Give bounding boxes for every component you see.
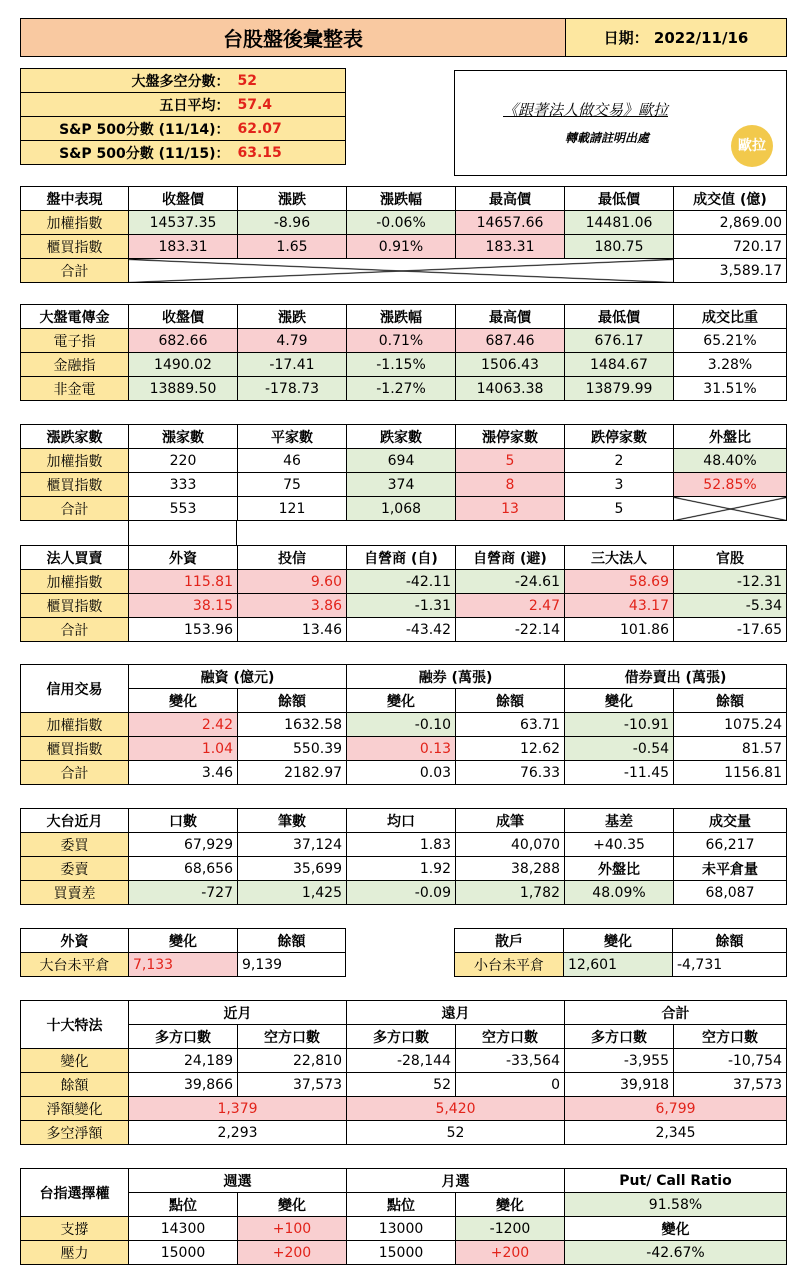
title-bar bbox=[20, 18, 787, 57]
group-header: 遠月 bbox=[347, 1001, 565, 1025]
header-cell: 大盤電傳金 bbox=[21, 305, 129, 329]
cell: 333 bbox=[129, 473, 238, 497]
cell: +200 bbox=[238, 1241, 347, 1265]
cell: 65.21% bbox=[674, 329, 787, 353]
sentiment-label: 大盤多空分數： bbox=[21, 69, 234, 93]
cell: 5 bbox=[565, 497, 674, 521]
cell: 1,068 bbox=[347, 497, 456, 521]
cell: 68,656 bbox=[129, 857, 238, 881]
author-title[interactable]: 《跟著法人做交易》歐拉 bbox=[503, 101, 669, 119]
sector-table bbox=[20, 304, 787, 401]
row-label: 淨額變化 bbox=[21, 1097, 129, 1121]
table-row bbox=[21, 737, 787, 761]
row-label: 加權指數 bbox=[21, 713, 129, 737]
cell: 5 bbox=[456, 449, 565, 473]
cell: 1490.02 bbox=[129, 353, 238, 377]
margin-table bbox=[20, 664, 787, 785]
table-label: 台指選擇權 bbox=[21, 1169, 129, 1217]
cell: -10.91 bbox=[565, 713, 674, 737]
cell: -1.31 bbox=[347, 594, 456, 618]
cell: 15000 bbox=[129, 1241, 238, 1265]
header-cell: 漲跌 bbox=[238, 305, 347, 329]
cell: -0.54 bbox=[565, 737, 674, 761]
cell: 66,217 bbox=[674, 833, 787, 857]
intraday-table bbox=[20, 186, 787, 283]
cell: 0.91% bbox=[347, 235, 456, 259]
cell: 1.92 bbox=[347, 857, 456, 881]
row-label: 餘額 bbox=[21, 1073, 129, 1097]
row-label: 合計 bbox=[21, 259, 129, 283]
row-label: 壓力 bbox=[21, 1241, 129, 1265]
futures-table bbox=[20, 808, 787, 905]
header-cell: 餘額 bbox=[673, 929, 787, 953]
cell: 1484.67 bbox=[565, 353, 674, 377]
sub-header: 空方口數 bbox=[238, 1025, 347, 1049]
cell: 37,573 bbox=[674, 1073, 787, 1097]
cell: 0 bbox=[456, 1073, 565, 1097]
row-label: 金融指 bbox=[21, 353, 129, 377]
cell: 183.31 bbox=[456, 235, 565, 259]
sentiment-value: 63.15 bbox=[234, 141, 346, 165]
table-label: 信用交易 bbox=[21, 665, 129, 713]
row-label: 合計 bbox=[21, 761, 129, 785]
row-label: 加權指數 bbox=[21, 570, 129, 594]
header-cell: 餘額 bbox=[238, 929, 346, 953]
sub-header: 變化 bbox=[565, 689, 674, 713]
cell: 13000 bbox=[347, 1217, 456, 1241]
header-cell: 自營商 (自) bbox=[347, 546, 456, 570]
sub-header: 點位 bbox=[347, 1193, 456, 1217]
cell: 2.42 bbox=[129, 713, 238, 737]
cell: -22.14 bbox=[456, 618, 565, 642]
cell: -28,144 bbox=[347, 1049, 456, 1073]
cell: 9.60 bbox=[238, 570, 347, 594]
cell: 38.15 bbox=[129, 594, 238, 618]
cell: -8.96 bbox=[238, 211, 347, 235]
header-cell: 外資 bbox=[21, 929, 129, 953]
cell: -1.15% bbox=[347, 353, 456, 377]
table-row bbox=[21, 353, 787, 377]
sub-header: 餘額 bbox=[674, 689, 787, 713]
sub-header: 變化 bbox=[129, 689, 238, 713]
cell: 67,929 bbox=[129, 833, 238, 857]
cell: 37,124 bbox=[238, 833, 347, 857]
foreign-oi-table bbox=[20, 928, 346, 977]
cell: 4.79 bbox=[238, 329, 347, 353]
cell: 外盤比 bbox=[565, 857, 674, 881]
cell: 1.83 bbox=[347, 833, 456, 857]
sub-header: 變化 bbox=[347, 689, 456, 713]
cell: 1,425 bbox=[238, 881, 347, 905]
cell: 0.71% bbox=[347, 329, 456, 353]
cell: 48.09% bbox=[565, 881, 674, 905]
cell: 13 bbox=[456, 497, 565, 521]
sub-header: 點位 bbox=[129, 1193, 238, 1217]
cell: 1,379 bbox=[129, 1097, 347, 1121]
cell: -178.73 bbox=[238, 377, 347, 401]
table-row bbox=[21, 618, 787, 642]
sub-header: 餘額 bbox=[238, 689, 347, 713]
group-header: 合計 bbox=[565, 1001, 787, 1025]
cell: 153.96 bbox=[129, 618, 238, 642]
cell: -42.11 bbox=[347, 570, 456, 594]
cell: 720.17 bbox=[674, 235, 787, 259]
cell: 101.86 bbox=[565, 618, 674, 642]
cell: +100 bbox=[238, 1217, 347, 1241]
table-label: 十大特法 bbox=[21, 1001, 129, 1049]
cell: 12.62 bbox=[456, 737, 565, 761]
cell: 14063.38 bbox=[456, 377, 565, 401]
cell: 220 bbox=[129, 449, 238, 473]
cell: 0.13 bbox=[347, 737, 456, 761]
group-header: 近月 bbox=[129, 1001, 347, 1025]
header-cell: 最低價 bbox=[565, 305, 674, 329]
table-row bbox=[21, 377, 787, 401]
cell: 7,133 bbox=[129, 953, 238, 977]
row-label: 多空淨額 bbox=[21, 1121, 129, 1145]
table-row bbox=[21, 449, 787, 473]
cell: 676.17 bbox=[565, 329, 674, 353]
cell: 75 bbox=[238, 473, 347, 497]
author-box bbox=[454, 70, 787, 176]
cell: 0.03 bbox=[347, 761, 456, 785]
header-cell: 法人買賣 bbox=[21, 546, 129, 570]
cell: 38,288 bbox=[456, 857, 565, 881]
cell: 3,589.17 bbox=[674, 259, 787, 283]
cell: 553 bbox=[129, 497, 238, 521]
cell: 6,799 bbox=[565, 1097, 787, 1121]
page-title: 台股盤後彙整表 bbox=[21, 19, 566, 57]
table-row bbox=[21, 857, 787, 881]
header-cell: 外盤比 bbox=[674, 425, 787, 449]
cell: 1506.43 bbox=[456, 353, 565, 377]
cell: -33,564 bbox=[456, 1049, 565, 1073]
table-row bbox=[21, 570, 787, 594]
cell: 13879.99 bbox=[565, 377, 674, 401]
cell: -12.31 bbox=[674, 570, 787, 594]
cell: -0.10 bbox=[347, 713, 456, 737]
header-cell: 收盤價 bbox=[129, 305, 238, 329]
cell: 8 bbox=[456, 473, 565, 497]
row-label: 櫃買指數 bbox=[21, 594, 129, 618]
group-header: 月選 bbox=[347, 1169, 565, 1193]
cell: 14481.06 bbox=[565, 211, 674, 235]
header-cell: 散戶 bbox=[455, 929, 564, 953]
cell: 180.75 bbox=[565, 235, 674, 259]
cell: 15000 bbox=[347, 1241, 456, 1265]
cell: 2,869.00 bbox=[674, 211, 787, 235]
sentiment-value: 62.07 bbox=[234, 117, 346, 141]
header-cell: 漲跌家數 bbox=[21, 425, 129, 449]
cross-cell bbox=[129, 259, 674, 283]
cell: 22,810 bbox=[238, 1049, 347, 1073]
header-cell: 均口 bbox=[347, 809, 456, 833]
row-label: 大台未平倉 bbox=[21, 953, 129, 977]
header-cell: 最高價 bbox=[456, 187, 565, 211]
table-row bbox=[21, 833, 787, 857]
table-row bbox=[21, 594, 787, 618]
cell: 687.46 bbox=[456, 329, 565, 353]
cell: -5.34 bbox=[674, 594, 787, 618]
table-row bbox=[21, 713, 787, 737]
table-row bbox=[21, 1241, 787, 1265]
cell: 37,573 bbox=[238, 1073, 347, 1097]
cell: 35,699 bbox=[238, 857, 347, 881]
row-label: 變化 bbox=[21, 1049, 129, 1073]
cell: 40,070 bbox=[456, 833, 565, 857]
sentiment-value: 57.4 bbox=[234, 93, 346, 117]
cross-cell bbox=[674, 497, 787, 521]
connector-cell bbox=[128, 521, 237, 545]
row-label: 買賣差 bbox=[21, 881, 129, 905]
repost-notice: 轉載請註明出處 bbox=[565, 131, 650, 145]
table-row bbox=[21, 761, 787, 785]
cell: 1075.24 bbox=[674, 713, 787, 737]
cell: 694 bbox=[347, 449, 456, 473]
cell: 39,918 bbox=[565, 1073, 674, 1097]
table-row bbox=[21, 473, 787, 497]
cell: 1.04 bbox=[129, 737, 238, 761]
row-label: 櫃買指數 bbox=[21, 737, 129, 761]
cell: 1.65 bbox=[238, 235, 347, 259]
sub-header: 餘額 bbox=[456, 689, 565, 713]
cell: 2.47 bbox=[456, 594, 565, 618]
cell: 52 bbox=[347, 1121, 565, 1145]
sub-header: 多方口數 bbox=[129, 1025, 238, 1049]
header-cell: 跌停家數 bbox=[565, 425, 674, 449]
cell: 3 bbox=[565, 473, 674, 497]
group-header: Put/ Call Ratio bbox=[565, 1169, 787, 1193]
cell: 12,601 bbox=[564, 953, 673, 977]
cell: 46 bbox=[238, 449, 347, 473]
header-cell: 最高價 bbox=[456, 305, 565, 329]
cell: -11.45 bbox=[565, 761, 674, 785]
cell: 未平倉量 bbox=[674, 857, 787, 881]
row-label: 合計 bbox=[21, 497, 129, 521]
cell: -4,731 bbox=[673, 953, 787, 977]
cell: 9,139 bbox=[238, 953, 346, 977]
sentiment-label: S&P 500分數 (11/15)： bbox=[21, 141, 234, 165]
cell: -43.42 bbox=[347, 618, 456, 642]
row-label: 電子指 bbox=[21, 329, 129, 353]
cell: 3.46 bbox=[129, 761, 238, 785]
header-cell: 官股 bbox=[674, 546, 787, 570]
header-cell: 最低價 bbox=[565, 187, 674, 211]
cell: 3.86 bbox=[238, 594, 347, 618]
table-row bbox=[21, 329, 787, 353]
cell: 3.28% bbox=[674, 353, 787, 377]
header-cell: 盤中表現 bbox=[21, 187, 129, 211]
cell: -17.41 bbox=[238, 353, 347, 377]
cell: 2,345 bbox=[565, 1121, 787, 1145]
cell: 1632.58 bbox=[238, 713, 347, 737]
header-cell: 變化 bbox=[564, 929, 673, 953]
header-cell: 漲跌幅 bbox=[347, 305, 456, 329]
header-cell: 成交比重 bbox=[674, 305, 787, 329]
header-cell: 漲家數 bbox=[129, 425, 238, 449]
header-cell: 成交量 bbox=[674, 809, 787, 833]
cell: 183.31 bbox=[129, 235, 238, 259]
row-label: 櫃買指數 bbox=[21, 235, 129, 259]
cell: 1,782 bbox=[456, 881, 565, 905]
row-label: 支撐 bbox=[21, 1217, 129, 1241]
row-label: 委買 bbox=[21, 833, 129, 857]
cell: 43.17 bbox=[565, 594, 674, 618]
cell: -17.65 bbox=[674, 618, 787, 642]
sentiment-label: S&P 500分數 (11/14)： bbox=[21, 117, 234, 141]
top10-traders-table bbox=[20, 1000, 787, 1145]
cell: 14537.35 bbox=[129, 211, 238, 235]
table-row bbox=[21, 1073, 787, 1097]
header-cell: 平家數 bbox=[238, 425, 347, 449]
row-label: 非金電 bbox=[21, 377, 129, 401]
header-cell: 外資 bbox=[129, 546, 238, 570]
cell: 2182.97 bbox=[238, 761, 347, 785]
header-cell: 筆數 bbox=[238, 809, 347, 833]
cell: 115.81 bbox=[129, 570, 238, 594]
header-cell: 漲跌幅 bbox=[347, 187, 456, 211]
header-cell: 投信 bbox=[238, 546, 347, 570]
cell: +200 bbox=[456, 1241, 565, 1265]
header-cell: 變化 bbox=[129, 929, 238, 953]
header-cell: 自營商 (避) bbox=[456, 546, 565, 570]
header-cell: 收盤價 bbox=[129, 187, 238, 211]
table-row bbox=[21, 1121, 787, 1145]
cell: 2 bbox=[565, 449, 674, 473]
sub-header: 多方口數 bbox=[347, 1025, 456, 1049]
header-cell: 成交值 (億) bbox=[674, 187, 787, 211]
cell: 58.69 bbox=[565, 570, 674, 594]
cell: -1.27% bbox=[347, 377, 456, 401]
table-row bbox=[21, 211, 787, 235]
report-date: 日期： 2022/11/16 bbox=[566, 19, 787, 57]
group-header: 週選 bbox=[129, 1169, 347, 1193]
pcr-change-value: -42.67% bbox=[565, 1241, 787, 1265]
group-header: 借券賣出 (萬張) bbox=[565, 665, 787, 689]
cell: +40.35 bbox=[565, 833, 674, 857]
cell: 13.46 bbox=[238, 618, 347, 642]
row-label: 加權指數 bbox=[21, 211, 129, 235]
cell: 63.71 bbox=[456, 713, 565, 737]
cell: 31.51% bbox=[674, 377, 787, 401]
sub-header: 變化 bbox=[456, 1193, 565, 1217]
cell: 374 bbox=[347, 473, 456, 497]
sentiment-value: 52 bbox=[234, 69, 346, 93]
table-row bbox=[21, 1049, 787, 1073]
cell: 682.66 bbox=[129, 329, 238, 353]
header-cell: 三大法人 bbox=[565, 546, 674, 570]
pcr-change-label: 變化 bbox=[565, 1217, 787, 1241]
group-header: 融券 (萬張) bbox=[347, 665, 565, 689]
cell: 121 bbox=[238, 497, 347, 521]
cell: 81.57 bbox=[674, 737, 787, 761]
cell: 14300 bbox=[129, 1217, 238, 1241]
cell: 52.85% bbox=[674, 473, 787, 497]
cell: -10,754 bbox=[674, 1049, 787, 1073]
sub-header: 空方口數 bbox=[674, 1025, 787, 1049]
row-label: 委賣 bbox=[21, 857, 129, 881]
cell: -3,955 bbox=[565, 1049, 674, 1073]
cell: 1156.81 bbox=[674, 761, 787, 785]
logo-badge: 歐拉 bbox=[731, 125, 773, 167]
header-cell: 成筆 bbox=[456, 809, 565, 833]
cell: 2,293 bbox=[129, 1121, 347, 1145]
retail-oi-table bbox=[454, 928, 787, 977]
header-cell: 漲跌 bbox=[238, 187, 347, 211]
cell: -0.06% bbox=[347, 211, 456, 235]
table-row bbox=[21, 259, 787, 283]
group-header: 融資 (億元) bbox=[129, 665, 347, 689]
sentiment-label: 五日平均： bbox=[21, 93, 234, 117]
cell: 5,420 bbox=[347, 1097, 565, 1121]
pcr-value: 91.58% bbox=[565, 1193, 787, 1217]
sub-header: 變化 bbox=[238, 1193, 347, 1217]
cell: 550.39 bbox=[238, 737, 347, 761]
header-cell: 漲停家數 bbox=[456, 425, 565, 449]
sub-header: 多方口數 bbox=[565, 1025, 674, 1049]
cell: 13889.50 bbox=[129, 377, 238, 401]
row-label: 加權指數 bbox=[21, 449, 129, 473]
cell: -1200 bbox=[456, 1217, 565, 1241]
institutional-table bbox=[20, 545, 787, 642]
cell: 39,866 bbox=[129, 1073, 238, 1097]
cell: -0.09 bbox=[347, 881, 456, 905]
row-label: 櫃買指數 bbox=[21, 473, 129, 497]
cell: 52 bbox=[347, 1073, 456, 1097]
cell: -24.61 bbox=[456, 570, 565, 594]
table-row bbox=[455, 953, 787, 977]
cell: 24,189 bbox=[129, 1049, 238, 1073]
breadth-table bbox=[20, 424, 787, 521]
sub-header: 空方口數 bbox=[456, 1025, 565, 1049]
header-cell: 跌家數 bbox=[347, 425, 456, 449]
cell: -727 bbox=[129, 881, 238, 905]
row-label: 小台未平倉 bbox=[455, 953, 564, 977]
cell: 48.40% bbox=[674, 449, 787, 473]
table-row bbox=[21, 953, 346, 977]
table-row bbox=[21, 497, 787, 521]
row-label: 合計 bbox=[21, 618, 129, 642]
sentiment-box bbox=[20, 68, 346, 165]
table-row bbox=[21, 1217, 787, 1241]
cell: 76.33 bbox=[456, 761, 565, 785]
table-row bbox=[21, 881, 787, 905]
header-cell: 基差 bbox=[565, 809, 674, 833]
cell: 68,087 bbox=[674, 881, 787, 905]
cell: 14657.66 bbox=[456, 211, 565, 235]
table-row bbox=[21, 1097, 787, 1121]
header-cell: 口數 bbox=[129, 809, 238, 833]
options-table bbox=[20, 1168, 787, 1265]
table-row bbox=[21, 235, 787, 259]
header-cell: 大台近月 bbox=[21, 809, 129, 833]
